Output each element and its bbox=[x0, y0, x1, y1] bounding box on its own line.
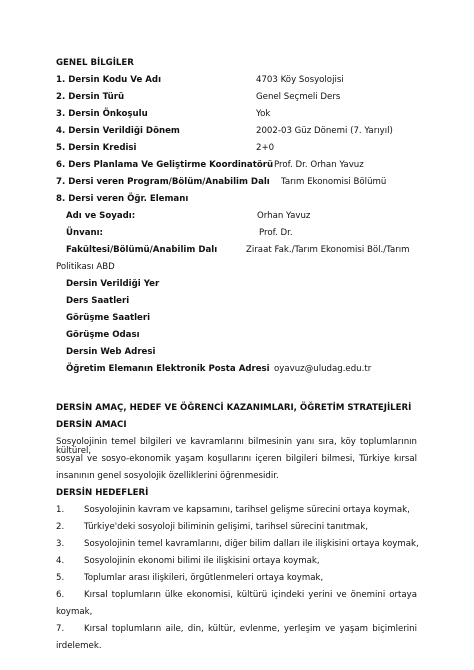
goal-number: 7. bbox=[56, 624, 65, 634]
course-type-value: Genel Seçmeli Ders bbox=[256, 92, 341, 102]
email-value: oyavuz@uludag.edu.tr bbox=[274, 364, 372, 374]
goal-text-continued: koymak, bbox=[56, 607, 93, 617]
credit-label: 5. Dersin Kredisi bbox=[56, 143, 137, 153]
instructor-name-value: Orhan Yavuz bbox=[257, 211, 311, 221]
email-label: Öğretim Elemanın Elektronik Posta Adresi bbox=[66, 364, 270, 374]
web-address-label: Dersin Web Adresi bbox=[66, 347, 156, 357]
aim-line-2: sosyal ve sosyo-ekonomik yaşam koşullarını içeren bilgileri bilmesi, Türkiye kırsal bbox=[56, 454, 417, 464]
instructor-label: 8. Dersi veren Öğr. Elemanı bbox=[56, 194, 189, 204]
goal-number: 6. bbox=[56, 590, 65, 600]
meeting-room-label: Görüşme Odası bbox=[66, 330, 140, 340]
prerequisite-label: 3. Dersin Önkoşulu bbox=[56, 109, 148, 119]
faculty-value-continued: Politikası ABD bbox=[56, 262, 115, 272]
faculty-label: Fakültesi/Bölümü/Anabilim Dalı bbox=[66, 245, 218, 255]
goal-text: Türkiye'deki sosyoloji biliminin gelişimi, tarihsel sürecini tanıtmak, bbox=[84, 522, 368, 532]
instructor-name-label: Adı ve Soyadı: bbox=[66, 211, 136, 221]
semester-label: 4. Dersin Verildiği Dönem bbox=[56, 126, 180, 136]
objectives-heading: DERSİN AMAÇ, HEDEF VE ÖĞRENCİ KAZANIMLARI, ÖĞRETİM STRATEJİLERİ bbox=[56, 403, 412, 413]
goal-number: 4. bbox=[56, 556, 65, 566]
aim-heading: DERSİN AMACI bbox=[56, 420, 127, 430]
goal-text: Toplumlar arası ilişkileri, örgütlenmeleri ortaya koymak, bbox=[84, 573, 324, 583]
course-code-value: 4703 Köy Sosyolojisi bbox=[256, 75, 344, 85]
goals-heading: DERSİN HEDEFLERİ bbox=[56, 488, 149, 498]
goal-text: Kırsal toplumların ülke ekonomisi, kültürü içindeki yerini ve önemini ortaya bbox=[84, 590, 417, 600]
coordinator-value: Prof. Dr. Orhan Yavuz bbox=[274, 160, 364, 170]
instructor-title-label: Ünvanı: bbox=[66, 228, 103, 238]
goal-number: 1. bbox=[56, 505, 65, 515]
course-code-label: 1. Dersin Kodu Ve Adı bbox=[56, 75, 162, 85]
credit-value: 2+0 bbox=[256, 143, 275, 153]
goal-number: 3. bbox=[56, 539, 65, 549]
goal-text: Sosyolojinin ekonomi bilimi ile ilişkisini ortaya koymak, bbox=[84, 556, 320, 566]
faculty-value: Ziraat Fak./Tarım Ekonomisi Böl./Tarım bbox=[246, 245, 410, 255]
course-hours-label: Ders Saatleri bbox=[66, 296, 130, 306]
goal-number: 2. bbox=[56, 522, 65, 532]
goal-number: 5. bbox=[56, 573, 65, 583]
goal-text-continued: irdelemek. bbox=[56, 641, 102, 651]
department-value: Tarım Ekonomisi Bölümü bbox=[281, 177, 387, 187]
goal-text: Kırsal toplumların aile, din, kültür, evlenme, yerleşim ve yaşam biçimlerini bbox=[84, 624, 417, 634]
department-label: 7. Dersi veren Program/Bölüm/Anabilim Dalı bbox=[56, 177, 270, 187]
course-place-label: Dersin Verildiği Yer bbox=[66, 279, 160, 289]
meeting-hours-label: Görüşme Saatleri bbox=[66, 313, 151, 323]
semester-value: 2002-03 Güz Dönemi (7. Yarıyıl) bbox=[256, 126, 393, 136]
goal-text: Sosyolojinin temel kavramlarını, diğer bilim dalları ile ilişkisini ortaya koymak, bbox=[84, 539, 419, 549]
aim-line-3: insanının genel sosyolojik özelliklerini öğrenmesidir. bbox=[56, 471, 279, 481]
prerequisite-value: Yok bbox=[256, 109, 271, 119]
course-type-label: 2. Dersin Türü bbox=[56, 92, 125, 102]
general-info-heading: GENEL BİLGİLER bbox=[56, 58, 134, 68]
coordinator-label: 6. Ders Planlama Ve Geliştirme Koordinatörü bbox=[56, 160, 274, 170]
goal-text: Sosyolojinin kavram ve kapsamını, tarihsel gelişme sürecini ortaya koymak, bbox=[84, 505, 410, 515]
aim-line-1: Sosyolojinin temel bilgileri ve kavramlarını bilmesinin yanı sıra, köy toplumlarının kültürel, bbox=[56, 437, 417, 456]
instructor-title-value: Prof. Dr. bbox=[259, 228, 293, 238]
